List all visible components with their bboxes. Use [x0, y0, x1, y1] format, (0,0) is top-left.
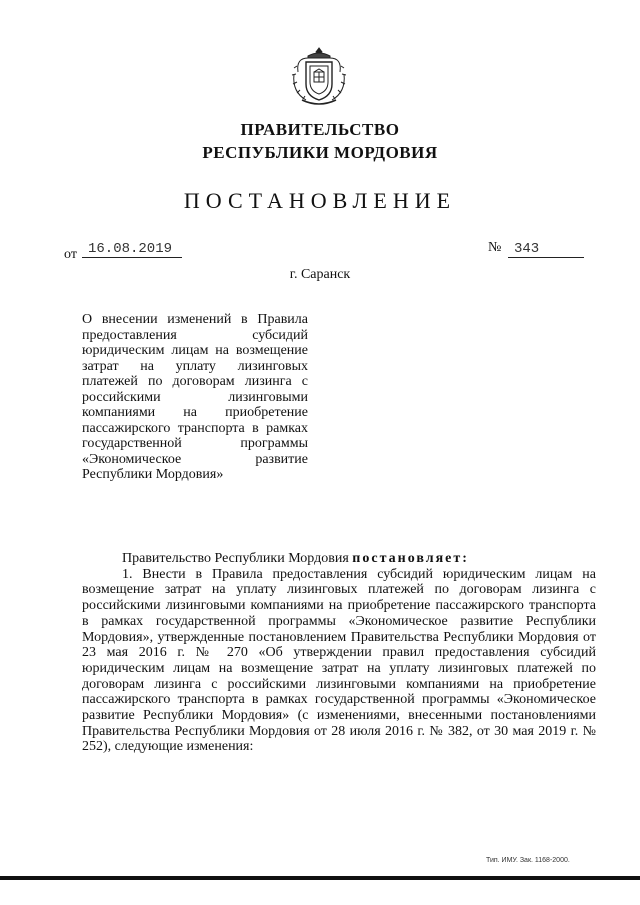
government-title: ПРАВИТЕЛЬСТВО [240, 120, 400, 139]
decree-intro [82, 551, 596, 567]
coat-of-arms-emblem [288, 44, 350, 108]
city-line: г. Саранск [289, 267, 351, 282]
decree-intro-text: Правительство Республики Мордовия [122, 551, 353, 566]
republic-title: РЕСПУБЛИКИ МОРДОВИЯ [202, 143, 438, 162]
date-prefix: от [64, 247, 77, 262]
document-date: 16.08.2019 [82, 241, 182, 258]
bottom-border [0, 876, 640, 880]
document-number: 343 [508, 241, 584, 258]
print-mark: Тип. ИМУ. Зак. 1168-2000. [486, 857, 570, 864]
document-type-heading: ПОСТАНОВЛЕНИЕ [183, 188, 457, 213]
document-subject: О внесении изменений в Правила предоставления субсидий юридическим лицам на возмещение затрат на уплату лизинговых платежей по договорам лизинга с российскими лизинговыми компаниями на приобретение пассажирского транспорта в рамках государственной программы «Экономическое развитие Республики Мордовия» [82, 312, 308, 482]
item-1-paragraph: 1. Внести в Правила предоставления субсидий юридическим лицам на возмещение затрат на уплату лизинговых платежей по договорам лизинга с российскими лизинговыми компаниями на приобретение пассажирского транспорта в рамках государственной программы «Экономическое развитие Республики Мордовия», утвержденные постановлением Правительства Республики Мордовия от 23 мая 2016 г. № 270 «Об утверждении правил предоставления субсидий юридическим лицам на возмещение затрат на уплату лизинговых платежей по договорам лизинга с российскими лизинговыми компаниями на приобретение пассажирского транспорта в рамках государственной программы «Экономическое развитие Республики Мордовия» (с изменениями, внесенными постановлениями Правительства Республики Мордовия от 28 июля 2016 г. № 382, от 30 мая 2019 г. № 252), следующие изменения: [82, 566, 596, 755]
document-body [82, 551, 596, 755]
decree-keyword: постановляет: [352, 551, 469, 566]
number-prefix: № [488, 240, 502, 255]
